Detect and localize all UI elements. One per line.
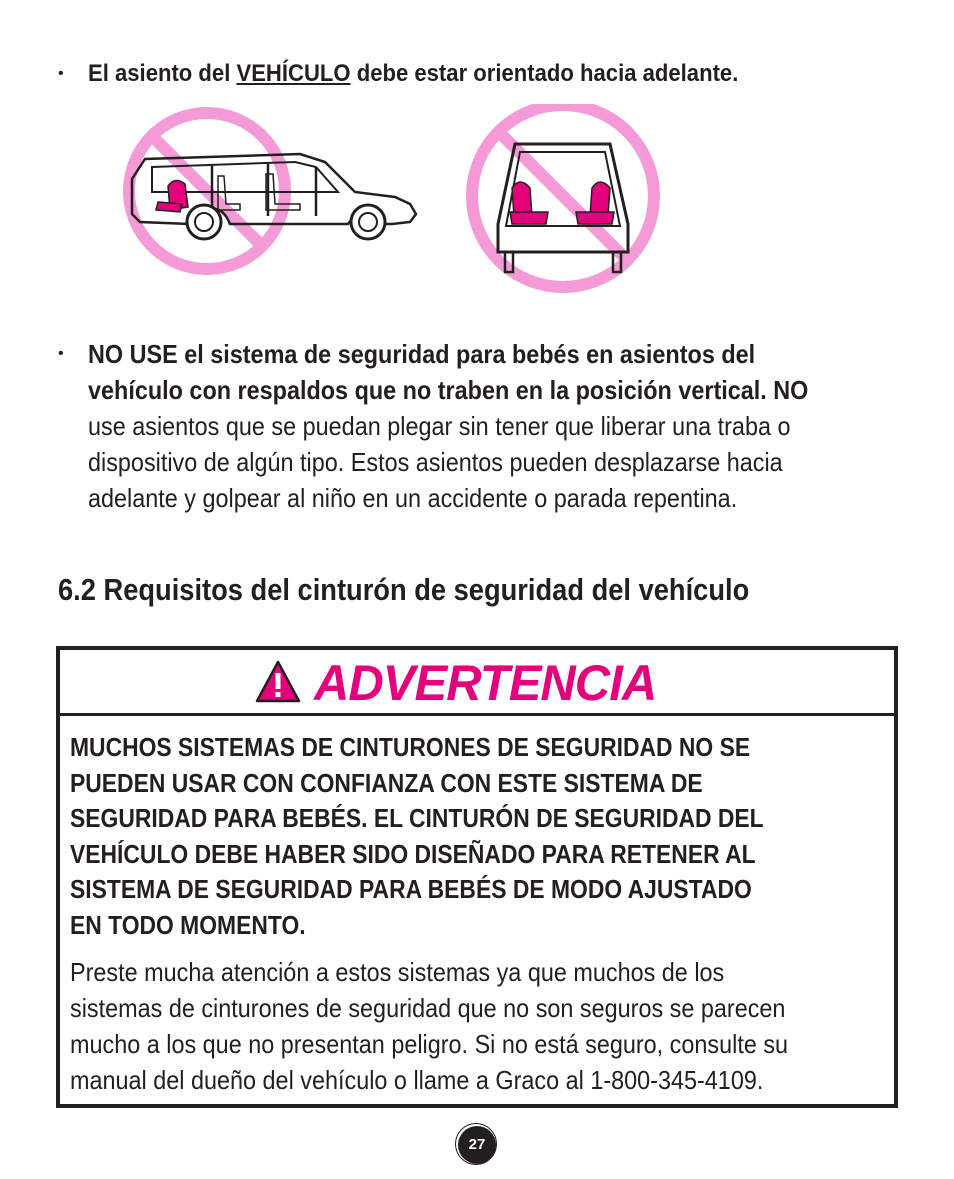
bullet-text-before: El asiento del [88,60,237,87]
warning-bold-line: SEGURIDAD PARA BEBÉS. EL CINTURÓN DE SEGURIDAD DEL [70,803,764,833]
warning-bold-text [70,730,862,943]
warning-box [56,646,898,1108]
warning-header [60,650,894,716]
bullet-text [88,336,898,516]
warning-normal-line: manual del dueño del vehículo o llame a Graco al 1-800-345-4109. [70,1065,764,1095]
bullet-line: dispositivo de algún tipo. Estos asientos pueden desplazarse hacia [88,447,783,477]
warning-bold-line: MUCHOS SISTEMAS DE CINTURONES DE SEGURIDAD NO SE [70,732,751,762]
bullet-text-underlined: VEHÍCULO [236,60,351,87]
section-heading: 6.2 Requisitos del cinturón de seguridad del vehículo [58,572,750,607]
page-number: 27 [458,1126,496,1164]
bullet-text [88,56,842,92]
warning-normal-line: Preste mucha atención a estos sistemas ya que muchos de los [70,957,725,987]
warning-bold-line: VEHÍCULO DEBE HABER SIDO DISEÑADO PARA RETENER AL [70,838,756,869]
warning-normal-text [70,954,880,1098]
bullet-dot: • [58,345,64,362]
warning-bold-line: SISTEMA DE SEGURIDAD PARA BEBÉS DE MODO AJUSTADO [70,874,752,904]
bullet-line: use asientos que se puedan plegar sin tener que liberar una traba o [88,411,791,441]
warning-triangle-icon [255,660,301,704]
prohibited-seat-illustrations [120,104,680,314]
warning-bold-line: PUEDEN USAR CON CONFIANZA CON ESTE SISTEMA DE [70,767,703,798]
bullet-bold-line: vehículo con respaldos que no traben en la posición vertical. NO [88,375,809,405]
bullet-bold-line: NO USE el sistema de seguridad para bebés en asientos del [88,339,756,369]
bullet-line: adelante y golpear al niño en un accidente o parada repentina. [88,483,738,513]
car-side-prohibited-icon [129,113,416,269]
warning-normal-line: sistemas de cinturones de seguridad que no son seguros se parecen [70,993,786,1023]
car-rear-prohibited-icon [472,105,654,287]
warning-bold-line: EN TODO MOMENTO. [70,909,306,940]
warning-title: ADVERTENCIA [314,655,657,711]
bullet-dot: • [58,65,64,82]
bullet-text-after: debe estar orientado hacia adelante. [350,60,739,87]
warning-normal-line: mucho a los que no presentan peligro. Si no está seguro, consulte su [70,1029,789,1059]
